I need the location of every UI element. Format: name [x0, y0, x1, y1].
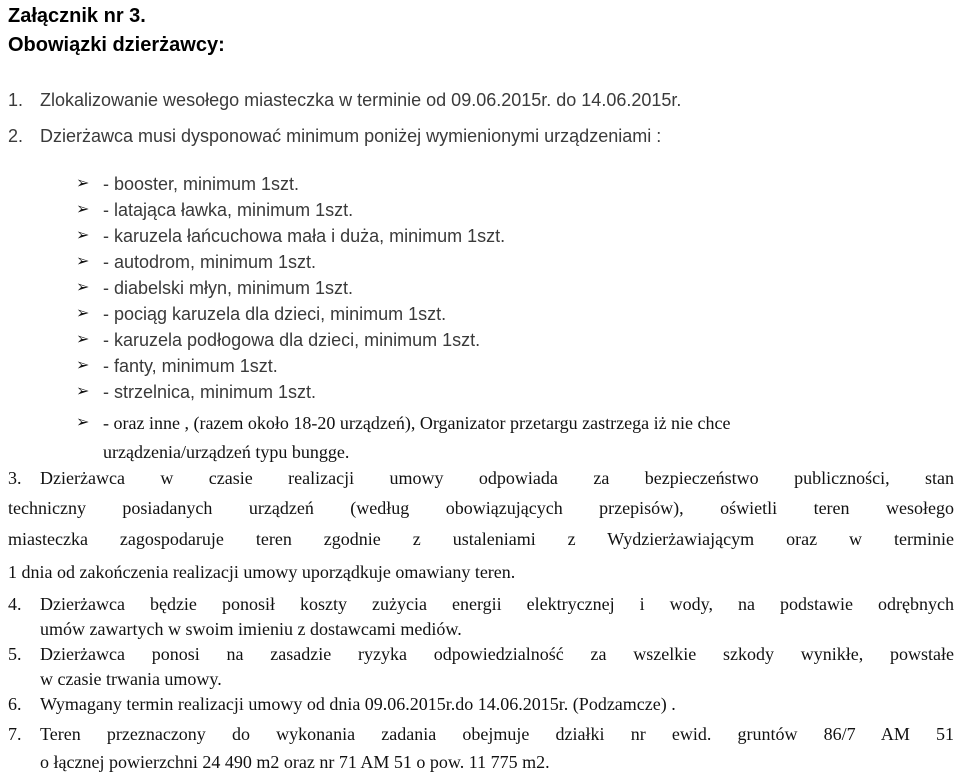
obligation-3-line-1: Dzierżawca w czasie realizacji umowy odpowiada za bezpieczeństwo publiczności, stan: [40, 468, 954, 488]
device-list-item: - fanty, minimum 1szt.: [103, 356, 278, 376]
obligation-5-line-1: Dzierżawca ponosi na zasadzie ryzyka odpowiedzialność za wszelkie szkody wynikłe, powstałe: [40, 644, 954, 664]
item-number: 7.: [8, 724, 22, 744]
arrow-bullet-icon: ➢: [76, 225, 90, 244]
obligation-6-line-1: Wymagany termin realizacji umowy od dnia 09.06.2015r.do 14.06.2015r. (Podzamcze) .: [40, 694, 676, 714]
obligation-7-line-2: o łącznej powierzchni 24 490 m2 oraz nr 71 AM 51 o pow. 11 775 m2.: [40, 752, 550, 772]
arrow-bullet-icon: ➢: [76, 251, 90, 270]
obligation-5-line-2: w czasie trwania umowy.: [40, 669, 222, 689]
arrow-bullet-icon: ➢: [76, 355, 90, 374]
arrow-bullet-icon: ➢: [76, 329, 90, 348]
item-number: 3.: [8, 468, 22, 488]
other-devices-line-2: urządzenia/urządzeń typu bungge.: [103, 442, 350, 462]
arrow-bullet-icon: ➢: [76, 303, 90, 322]
item-number: 6.: [8, 694, 22, 714]
device-list-item: - pociąg karuzela dla dzieci, minimum 1szt.: [103, 304, 447, 324]
arrow-bullet-icon: ➢: [76, 412, 90, 431]
item-number: 2.: [8, 126, 24, 146]
attachment-title: Załącznik nr 3.: [8, 5, 146, 27]
device-list-item: - diabelski młyn, minimum 1szt.: [103, 278, 354, 298]
item-number: 4.: [8, 594, 22, 614]
device-list-item: - strzelnica, minimum 1szt.: [103, 382, 317, 402]
arrow-bullet-icon: ➢: [76, 199, 90, 218]
item-text-1: Zlokalizowanie wesołego miasteczka w terminie od 09.06.2015r. do 14.06.2015r.: [40, 90, 682, 110]
item-number: 1.: [8, 90, 24, 110]
device-list-item: - karuzela łańcuchowa mała i duża, minimum 1szt.: [103, 226, 506, 246]
obligation-3-line-2: techniczny posiadanych urządzeń (według obowiązujących przepisów), oświetli teren wesołego: [8, 498, 954, 518]
device-list-item: - autodrom, minimum 1szt.: [103, 252, 317, 272]
other-devices-line-1: - oraz inne , (razem około 18-20 urządzeń), Organizator przetargu zastrzega iż nie chce: [103, 413, 731, 433]
obligation-7-line-1: Teren przeznaczony do wykonania zadania obejmuje działki nr ewid. gruntów 86/7 AM 51: [40, 724, 954, 744]
obligation-4-line-2: umów zawartych w swoim imieniu z dostawcami mediów.: [40, 619, 462, 639]
obligation-3-line-4: 1 dnia od zakończenia realizacji umowy uporządkuje omawiany teren.: [8, 562, 516, 582]
device-list-item-other: [103, 412, 954, 434]
arrow-bullet-icon: ➢: [76, 381, 90, 400]
item-text-2: Dzierżawca musi dysponować minimum poniżej wymienionymi urządzeniami :: [40, 126, 662, 146]
arrow-bullet-icon: ➢: [76, 277, 90, 296]
device-list-item: - booster, minimum 1szt.: [103, 174, 300, 194]
obligation-4-line-1: Dzierżawca będzie ponosił koszty zużycia energii elektrycznej i wody, na podstawie odrębnych: [40, 594, 954, 614]
device-list-item: - latająca ławka, minimum 1szt.: [103, 200, 354, 220]
arrow-bullet-icon: ➢: [76, 173, 90, 192]
item-number: 5.: [8, 644, 22, 664]
obligation-3-line-3: miasteczka zagospodaruje teren zgodnie z ustaleniami z Wydzierżawiającym oraz w terminie: [8, 529, 954, 549]
obligations-heading: Obowiązki dzierżawcy:: [8, 34, 225, 56]
device-list-item: - karuzela podłogowa dla dzieci, minimum 1szt.: [103, 330, 481, 350]
